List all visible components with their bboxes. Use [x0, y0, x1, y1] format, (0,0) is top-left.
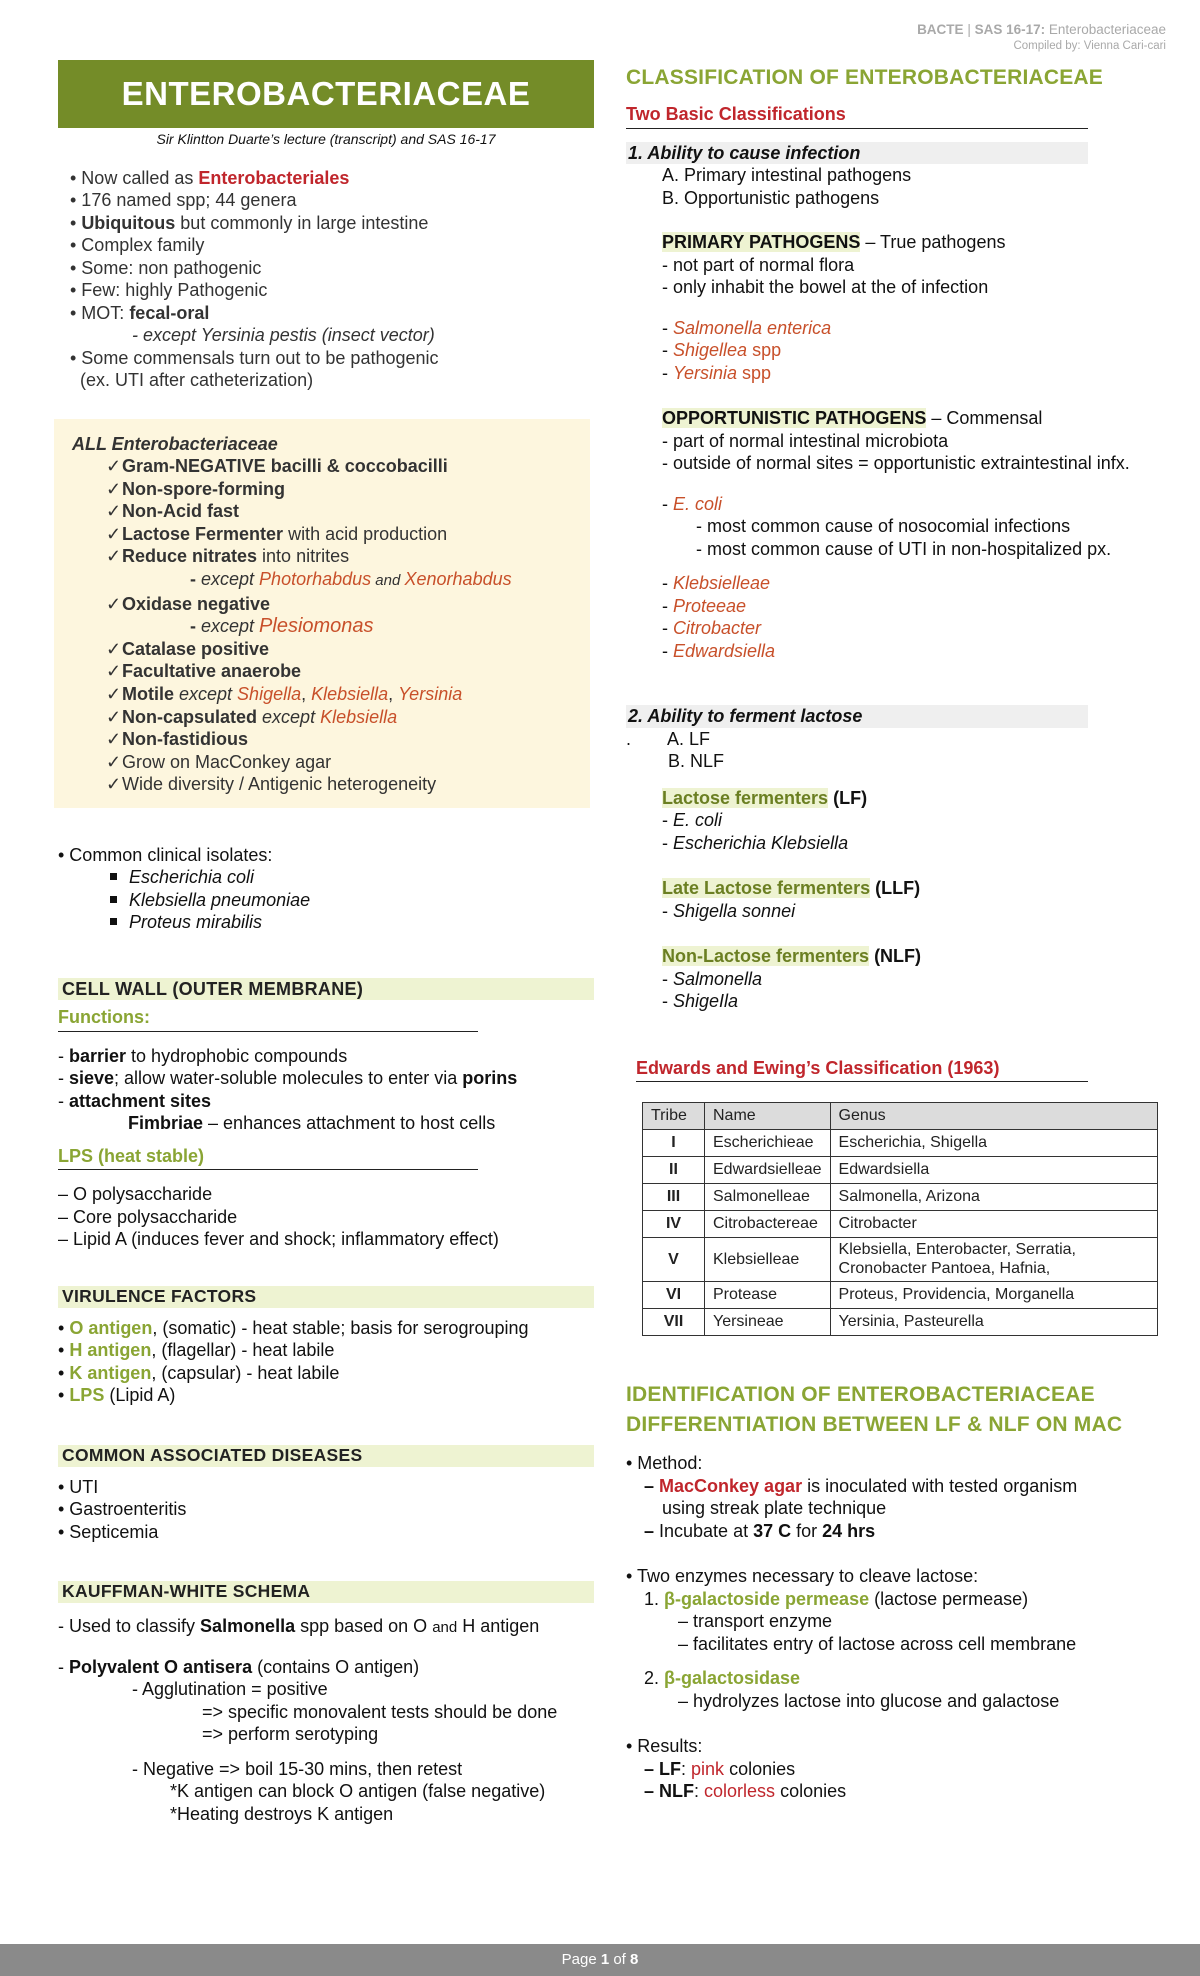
check-item: ✓Motile except Shigella, Klebsiella, Yersinia — [72, 683, 572, 706]
list-item: – Core polysaccharide — [58, 1206, 238, 1227]
intro-line: • Complex family — [70, 235, 205, 255]
square-bullet-icon — [110, 896, 117, 903]
compiled-by: Compiled by: Vienna Cari-cari — [1013, 39, 1166, 52]
list-item: B. Opportunistic pathogens — [662, 187, 880, 208]
list-item: – hydrolyzes lactose into glucose and galactose — [678, 1690, 1060, 1711]
check-item: ✓Gram-NEGATIVE bacilli & coccobacilli — [72, 455, 572, 478]
list-item: 1. β-galactoside permease (lactose permease) — [644, 1588, 1029, 1609]
opportunistic-pathogens-label: OPPORTUNISTIC PATHOGENS — [662, 408, 927, 429]
check-item: ✓Catalase positive — [72, 638, 572, 661]
left-column — [58, 60, 594, 1825]
primary-pathogens: PRIMARY PATHOGENS – True pathogens - not part of normal flora - only inhabit the bowel at the of infection - Salmonella enterica - Shigellea spp - Yersinia spp — [626, 231, 1172, 384]
list-item: – transport enzyme — [678, 1611, 833, 1632]
list-item: - Used to classify Salmonella spp based on O and H antigen — [58, 1616, 540, 1637]
list-item: Proteus mirabilis — [58, 911, 594, 934]
check-sub-item: - except Plesiomonas — [190, 615, 374, 638]
check-icon: ✓ — [106, 593, 122, 614]
list-item: - E. coli — [662, 810, 723, 831]
list-item: - not part of normal flora — [662, 254, 855, 275]
table-row: VI Protease Proteus, Providencia, Morganella — [643, 1282, 1158, 1309]
list-item: – NLF: colorless colonies — [644, 1781, 847, 1802]
list-item: *K antigen can block O antigen (false negative) — [170, 1781, 546, 1802]
course-code: BACTE — [917, 22, 964, 37]
check-icon: ✓ — [106, 774, 122, 795]
two-basic-heading: Two Basic Classifications — [626, 103, 1088, 129]
list-item: – facilitates entry of lactose across cell membrane — [678, 1633, 1077, 1654]
check-item: ✓Non-capsulated except Klebsiella — [72, 706, 572, 729]
column-header: Tribe — [643, 1103, 705, 1130]
list-item: - Shigellea spp — [662, 340, 782, 361]
list-item: • K antigen, (capsular) - heat labile — [58, 1362, 340, 1383]
check-icon: ✓ — [106, 729, 122, 750]
list-item: - Citrobacter — [662, 618, 762, 639]
list-item: - most common cause of nosocomial infections — [696, 516, 1071, 537]
check-icon: ✓ — [106, 683, 122, 704]
check-item: ✓Lactose Fermenter with acid production — [72, 523, 572, 546]
list-item: - Yersinia spp — [662, 362, 772, 383]
intro-list — [70, 167, 594, 392]
list-item: - Polyvalent O antisera (contains O antigen) — [58, 1656, 420, 1677]
list-item: - most common cause of UTI in non-hospitalized px. — [696, 538, 1112, 559]
list-item: • O antigen, (somatic) - heat stable; basis for serogrouping — [58, 1317, 529, 1338]
fermenter-groups: Lactose fermenters (LF) - E. coli - Escherichia Klebsiella Late Lactose fermenters (LLF) - Shigella sonnei Non-Lactose fermenters (NLF) - Salmonella - ShigeIla — [626, 787, 1172, 1013]
list-item: – MacConkey agar is inoculated with tested organism — [644, 1475, 1078, 1496]
list-item: - part of normal intestinal microbiota — [662, 430, 949, 451]
list-item: – LF: pink colonies — [644, 1758, 796, 1779]
list-item: - ShigeIla — [662, 991, 739, 1012]
list-item: – O polysaccharide — [58, 1184, 213, 1205]
square-bullet-icon — [110, 918, 117, 925]
ability-infection-heading: 1. Ability to cause infection — [626, 142, 1088, 165]
list-item: • Septicemia — [58, 1521, 159, 1542]
page-subtitle: Sir Klintton Duarte’s lecture (transcript) and SAS 16-17 — [156, 131, 496, 147]
virulence-list — [58, 1317, 594, 1407]
check-item: ✓Non-spore-forming — [72, 478, 572, 501]
list-item: - Agglutination = positive — [132, 1679, 328, 1700]
check-icon: ✓ — [106, 751, 122, 772]
virulence-heading: VIRULENCE FACTORS — [58, 1286, 594, 1308]
check-item: ✓Wide diversity / Antigenic heterogeneity — [72, 773, 572, 796]
nlf-label: Non-Lactose fermenters — [662, 946, 870, 967]
page-title: ENTEROBACTERIACEAE — [58, 60, 594, 128]
table-row: IV Citrobactereae Citrobacter — [643, 1211, 1158, 1238]
intro-line: • Some commensals turn out to be pathogenic — [70, 347, 439, 368]
intro-line: • Ubiquitous but commonly in large intestine — [70, 212, 429, 233]
check-icon: ✓ — [106, 706, 122, 727]
intro-line: - except Yersinia pestis (insect vector) — [132, 325, 435, 345]
check-icon: ✓ — [106, 478, 122, 499]
check-icon: ✓ — [106, 546, 122, 567]
functions-list — [58, 1045, 594, 1135]
list-item: - Salmonella — [662, 968, 763, 989]
enzymes-heading: • Two enzymes necessary to cleave lactose: — [626, 1566, 979, 1587]
kauffman-heading: KAUFFMAN-WHITE SCHEMA — [58, 1581, 594, 1603]
check-item: ✓Oxidase negative — [72, 593, 572, 616]
sas-code: SAS 16-17: — [974, 22, 1046, 37]
classification-heading: CLASSIFICATION OF ENTEROBACTERIACEAE — [626, 66, 1103, 89]
column-header: Name — [705, 1103, 831, 1130]
tribes-table — [642, 1102, 1158, 1336]
list-item: - Escherichia Klebsiella — [662, 832, 849, 853]
list-item: Klebsiella pneumoniae — [58, 889, 594, 912]
intro-line: • Now called as Enterobacteriales — [70, 167, 350, 188]
diseases-heading: COMMON ASSOCIATED DISEASES — [58, 1445, 594, 1467]
check-item: ✓Reduce nitrates into nitrites — [72, 545, 572, 568]
intro-line: (ex. UTI after catheterization) — [80, 370, 314, 390]
header-topic: Enterobacteriaceae — [1048, 22, 1166, 37]
list-item: - E. coli — [662, 493, 723, 514]
intro-line: • Some: non pathogenic — [70, 257, 262, 278]
page-footer: Page 1 of 8 — [0, 1944, 1200, 1976]
isolates-heading: • Common clinical isolates: — [58, 844, 273, 865]
right-column — [626, 60, 1172, 1803]
table-row: VII Yersineae Yersinia, Pasteurella — [643, 1309, 1158, 1336]
list-item: - barrier to hydrophobic compounds — [58, 1045, 348, 1066]
lps-heading: LPS (heat stable) — [58, 1145, 478, 1171]
list-item: using streak plate technique — [662, 1498, 887, 1519]
results-heading: • Results: — [626, 1736, 703, 1757]
check-icon: ✓ — [106, 501, 122, 522]
list-item: – Lipid A (induces fever and shock; inflammatory effect) — [58, 1229, 499, 1250]
list-item: - attachment sites — [58, 1090, 212, 1111]
check-item: ✓Non-Acid fast — [72, 500, 572, 523]
list-item: – Incubate at 37 C for 24 hrs — [644, 1520, 876, 1541]
edwards-heading: Edwards and Ewing’s Classification (1963) — [636, 1057, 1088, 1083]
opportunistic-pathogens: OPPORTUNISTIC PATHOGENS – Commensal - part of normal intestinal microbiota - outside of normal sites = opportunistic extraintestinal infx. - E. coli - most common cause of nosocomial infections - most common cause of UTI in non-hospitalized px. - Klebsielleae - Proteeae - Citrobacter - Edwardsiella — [626, 407, 1172, 662]
functions-heading: Functions: — [58, 1006, 478, 1032]
list-item: - only inhabit the bowel at the of infection — [662, 277, 989, 298]
list-item: - outside of normal sites = opportunistic extraintestinal infx. — [662, 453, 1130, 474]
table-row: II Edwardsielleae Edwardsiella — [643, 1157, 1158, 1184]
list-item: - Klebsielleae — [662, 573, 771, 594]
identification-heading: IDENTIFICATION OF ENTEROBACTERIACEAE DIFFERENTIATION BETWEEN LF & NLF ON MAC — [626, 1383, 1123, 1437]
lf-label: Lactose fermenters — [662, 787, 829, 808]
list-item: • LPS (Lipid A) — [58, 1385, 176, 1406]
ability-ferment-heading: 2. Ability to ferment lactose — [626, 705, 1088, 728]
table-row: III Salmonelleae Salmonella, Arizona — [643, 1184, 1158, 1211]
identification-content — [626, 1452, 1172, 1803]
intro-line: • Few: highly Pathogenic — [70, 280, 268, 300]
infection-types — [626, 164, 1172, 209]
intro-line: • 176 named spp; 44 genera — [70, 190, 297, 210]
check-item: ✓Non-fastidious — [72, 728, 572, 751]
table-row: V Klebsielleae Klebsiella, Enterobacter, Serratia, Cronobacter Pantoea, Hafnia, — [643, 1238, 1158, 1282]
all-enterobacteriaceae-box — [54, 419, 590, 808]
list-item: Fimbriae – enhances attachment to host cells — [128, 1113, 496, 1134]
llf-label: Late Lactose fermenters — [662, 878, 871, 899]
column-header: Genus — [830, 1103, 1157, 1130]
list-item: - Proteeae — [662, 595, 747, 616]
page-header — [917, 22, 1166, 53]
check-item: ✓Grow on MacConkey agar — [72, 751, 572, 774]
method-heading: • Method: — [626, 1453, 703, 1474]
header-separator: | — [967, 22, 971, 37]
list-item: => perform serotyping — [202, 1724, 379, 1745]
list-item: 2. β-galactosidase — [644, 1668, 801, 1689]
check-item: ✓Facultative anaerobe — [72, 660, 572, 683]
list-item: Escherichia coli — [58, 866, 594, 889]
box-heading: ALL Enterobacteriaceae — [72, 433, 278, 454]
list-item: . A. LF — [626, 728, 711, 749]
lps-list — [58, 1183, 594, 1251]
cell-wall-heading: CELL WALL (OUTER MEMBRANE) — [58, 978, 594, 1001]
list-item: - Edwardsiella — [662, 640, 776, 661]
kauffman-content — [58, 1615, 594, 1825]
list-item: - sieve; allow water-soluble molecules to enter via porins — [58, 1068, 518, 1089]
list-item: - Salmonella enterica — [662, 317, 832, 338]
diseases-list — [58, 1476, 594, 1544]
list-item: *Heating destroys K antigen — [170, 1803, 394, 1824]
ferment-types — [626, 728, 1172, 773]
list-item: A. Primary intestinal pathogens — [662, 165, 912, 186]
intro-line: • MOT: fecal-oral — [70, 302, 210, 323]
check-icon: ✓ — [106, 638, 122, 659]
list-item: • Gastroenteritis — [58, 1499, 187, 1520]
list-item: • UTI — [58, 1476, 99, 1497]
check-icon: ✓ — [106, 523, 122, 544]
list-item: • H antigen, (flagellar) - heat labile — [58, 1340, 335, 1361]
check-icon: ✓ — [106, 456, 122, 476]
clinical-isolates — [58, 844, 594, 934]
table-header-row — [643, 1103, 1158, 1130]
check-sub-item: - except Photorhabdus and Xenorhabdus — [190, 568, 512, 589]
list-item: => specific monovalent tests should be done — [202, 1701, 558, 1722]
list-item: - Negative => boil 15-30 mins, then retest — [132, 1758, 463, 1779]
primary-pathogens-label: PRIMARY PATHOGENS — [662, 232, 861, 253]
list-item: B. NLF — [668, 751, 725, 772]
check-icon: ✓ — [106, 661, 122, 682]
square-bullet-icon — [110, 873, 117, 880]
list-item: - Shigella sonnei — [662, 900, 796, 921]
table-row: I Escherichieae Escherichia, Shigella — [643, 1130, 1158, 1157]
